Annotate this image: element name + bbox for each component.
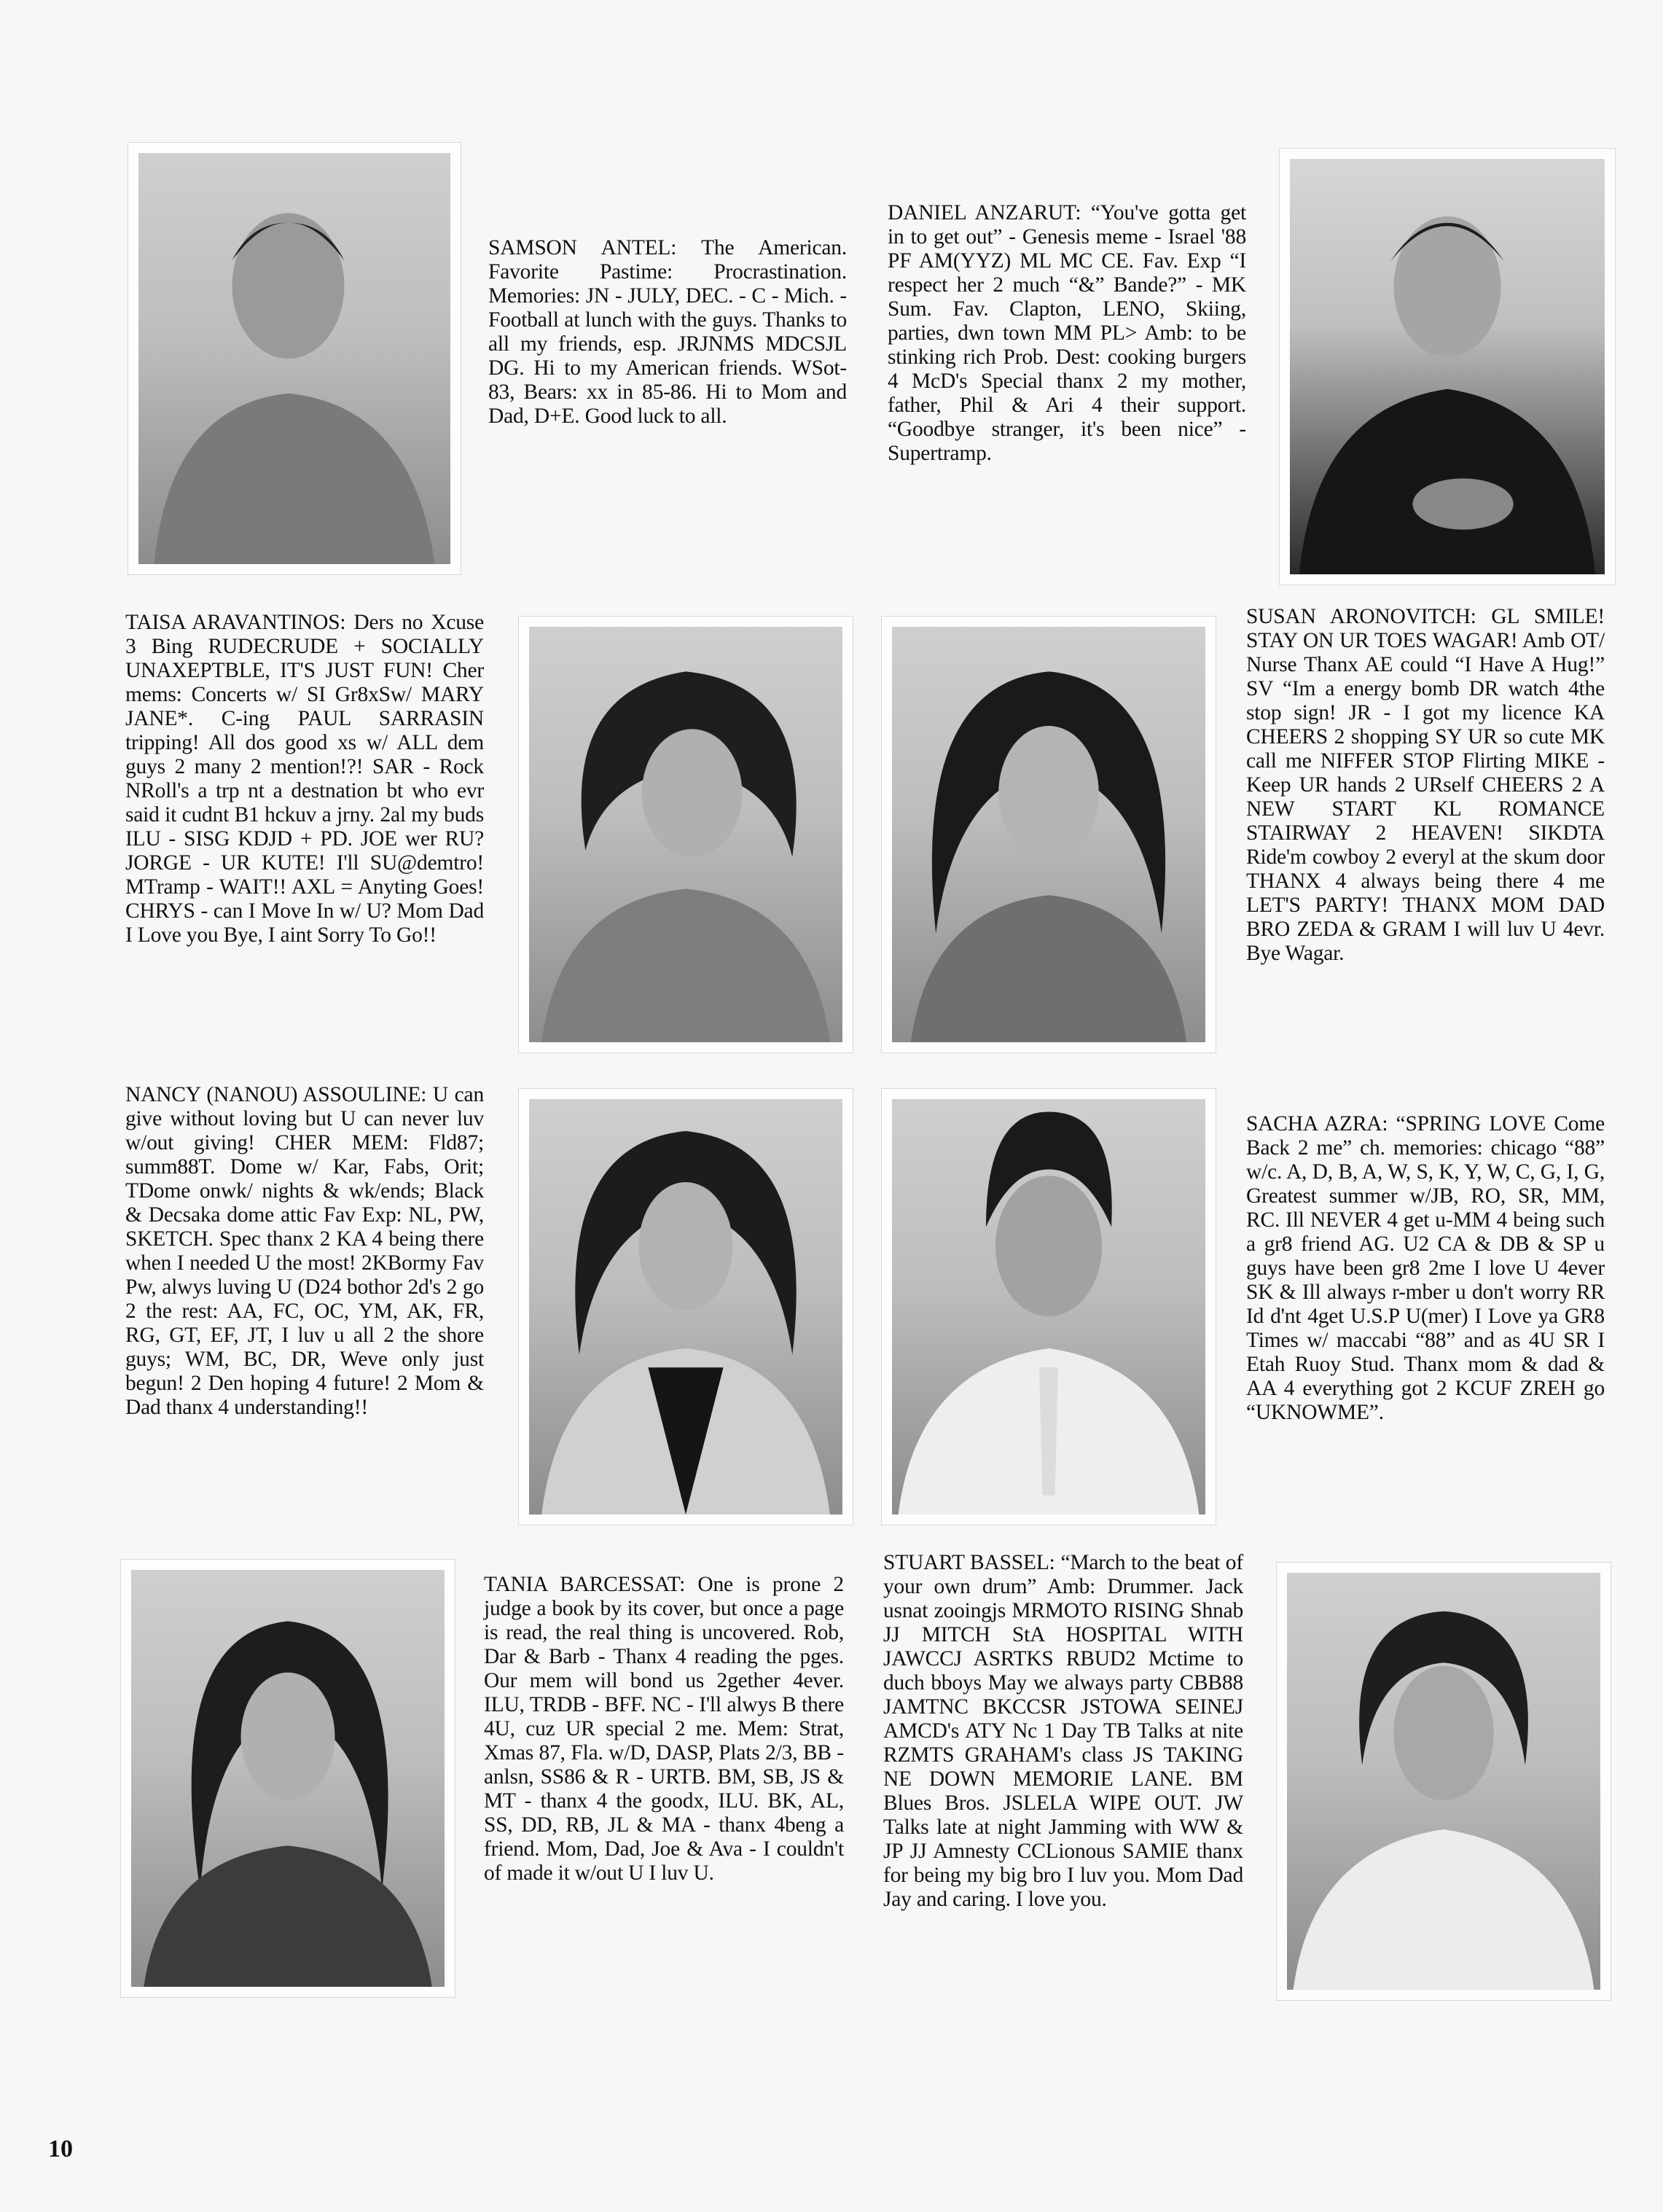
photo-nancy-assouline	[519, 1089, 853, 1525]
page-number: 10	[48, 2135, 73, 2162]
portrait-silhouette-icon	[1287, 1573, 1600, 1990]
photo-samson-antel	[128, 143, 461, 574]
portrait-silhouette-icon	[131, 1570, 445, 1987]
portrait-silhouette-icon	[1290, 159, 1605, 574]
bio-nancy-assouline: NANCY (NANOU) ASSOULINE: U can give without loving but U can never luv w/out giving! CHER MEM: Fld87; summ88T. Dome w/ Kar, Fabs, Orit; TDome onwk/ nights & wk/ends; Black & Decsaka dome attic Fav Exp: NL, PW, SKETCH. Spec thanx 2 KA 4 being there when I needed U the most! 2KBormy Fav Pw, alwys luving U (D24 bothor 2d's 2 go 2 the rest: AA, FC, OC, YM, AK, FR, RG, GT, EF, JT, I luv u all 2 the shore guys; WM, BC, DR, Weve only just begun! 2 Den hoping 4 future! 2 Mom & Dad thanx 4 understanding!!	[125, 1083, 484, 1419]
portrait-silhouette-icon	[892, 1099, 1205, 1515]
bio-stuart-bassel: STUART BASSEL: “March to the beat of your own drum” Amb: Drummer. Jack usnat zooingjs MRMOTO RISING Shnab JJ MITCH StA HOSPITAL WITH JAWCCJ ASRTKS RBUD2 Mctime to duch bboys May we always party CBB88 JAMTNC BKCCSR JSTOWA SEINEJ AMCD's ATY Nc 1 Day TB Talks at nite RZMTS GRAHAM's class JS TAKING NE DOWN MEMORIE LANE. BM Blues Bros. JSLELA WIPE OUT. JW Talks late at night Jamming with WW & JP JJ Amnesty CCLionous SAMIE thanx for being my big bro I luv you. Mom Dad Jay and caring. I love you.	[883, 1551, 1243, 1911]
photo-taisa-aravantinos	[519, 617, 853, 1052]
portrait-silhouette-icon	[138, 153, 450, 564]
bio-taisa-aravantinos: TAISA ARAVANTINOS: Ders no Xcuse 3 Bing RUDECRUDE + SOCIALLY UNAXEPTBLE, IT'S JUST FUN! Cher mems: Concerts w/ SI Gr8xSw/ MARY JANE*. C-ing PAUL SARRASIN tripping! All dos good xs w/ ALL dem guys 2 many 2 mention!?! SAR - Rock NRoll's a trp nt a destnation bt who evr said it cudnt B1 hckuv a jrny. 2al my buds ILU - SISG KDJD + PD. JOE wer RU? JORGE - UR KUTE! I'll SU@demtro! MTramp - WAIT!! AXL = Anyting Goes! CHRYS - can I Move In w/ U? Mom Dad I Love you Bye, I aint Sorry To Go!!	[125, 611, 484, 947]
portrait-silhouette-icon	[892, 627, 1205, 1042]
bio-susan-aronovitch: SUSAN ARONOVITCH: GL SMILE! STAY ON UR TOES WAGAR! Amb OT/ Nurse Thanx AE could “I Have A Hug!” SV “Im a energy bomb DR watch 4the stop sign! JR - I got my licence KA CHEERS 2 shopping SY UR so cute MK call me NIFFER STOP Flirting MIKE - Keep UR hands 2 URself CHEERS 2 A NEW START KL ROMANCE STAIRWAY 2 HEAVEN! SIKDTA Ride'm cowboy 2 everyl at the skum door THANX 4 always being there 4 me LET'S PARTY! THANX MOM DAD BRO ZEDA & GRAM I will luv U 4evr. Bye Wagar.	[1246, 605, 1605, 965]
photo-daniel-anzarut	[1280, 149, 1615, 585]
photo-stuart-bassel	[1277, 1563, 1611, 2000]
photo-tania-barcessat	[121, 1560, 455, 1997]
bio-sacha-azra: SACHA AZRA: “SPRING LOVE Come Back 2 me” ch. memories: chicago “88” w/c. A, D, B, A, W, S, K, Y, W, C, G, I, G, Greatest summer w/JB, RO, SR, MM, RC. Ill NEVER 4 get u-MM 4 being such a gr8 friend AG. U2 CA & DB & SP u guys have been gr8 2me I love U 4ever SK & Ill always r-mber u don't worry RR Id d'nt 4get U.S.P U(mer) I Love ya GR8 Times w/ maccabi “88” and as 4U SR I Etah Ruoy Stud. Thanx mom & dad & AA 4 everything got 2 KCUF ZREH go “UKNOWME”.	[1246, 1112, 1605, 1424]
portrait-silhouette-icon	[529, 627, 842, 1042]
bio-samson-antel: SAMSON ANTEL: The American. Favorite Pastime: Procrastination. Memories: JN - JULY, DEC. - C - Mich. - Football at lunch with the guys. Thanks to all my friends, esp. JRJNMS MDCSJL DG. Hi to my American friends. WSot-83, Bears: xx in 85-86. Hi to Mom and Dad, D+E. Good luck to all.	[488, 236, 847, 428]
photo-sacha-azra	[882, 1089, 1216, 1525]
bio-daniel-anzarut: DANIEL ANZARUT: “You've gotta get in to get out” - Genesis meme - Israel '88 PF AM(YYZ) ML MC CE. Fav. Exp “I respect her 2 much “&” Bande?” - MK Sum. Fav. Clapton, LENO, Skiing, parties, dwn town MM PL> Amb: to be stinking rich Prob. Dest: cooking burgers 4 McD's Special thanx 2 my mother, father, Phil & Ari 4 their support. “Goodbye stranger, it's been nice” - Supertramp.	[888, 201, 1246, 465]
photo-susan-aronovitch	[882, 617, 1216, 1052]
bio-tania-barcessat: TANIA BARCESSAT: One is prone 2 judge a book by its cover, but once a page is read, the real thing is uncovered. Rob, Dar & Barb - Thanx 4 reading the pges. Our mem will bond us 2gether 4ever. ILU, TRDB - BFF. NC - I'll alwys B there 4U, cuz UR special 2 me. Mem: Strat, Xmas 87, Fla. w/D, DASP, Plats 2/3, BB - anlsn, SS86 & R - URTB. BM, SB, JS & MT - thanx 4 the goodx, ILU. BK, AL, SS, DD, RB, JL & MA - thanx 4beng a friend. Mom, Dad, Joe & Ava - I couldn't of made it w/out U I luv U.	[484, 1573, 844, 1885]
portrait-silhouette-icon	[529, 1099, 842, 1515]
